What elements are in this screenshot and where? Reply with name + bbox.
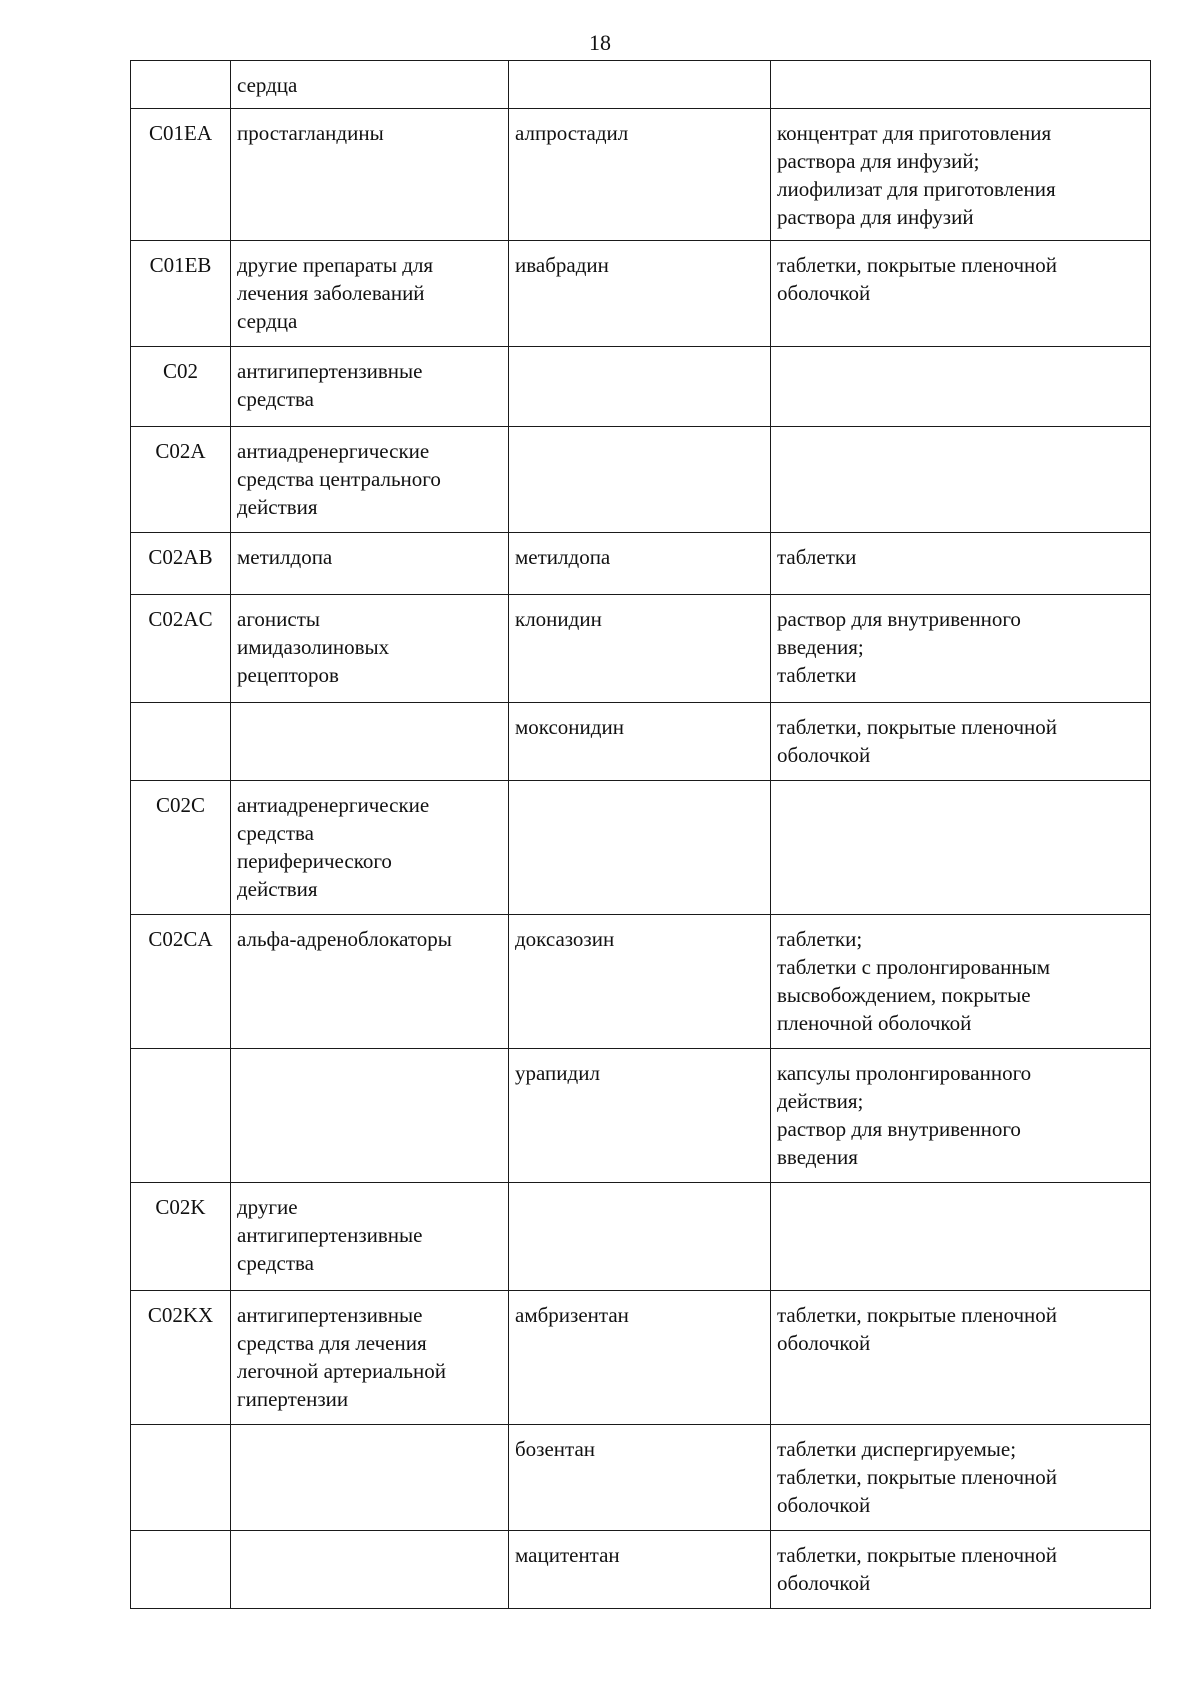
dosage-form-cell [771, 61, 1151, 109]
group-name-line: лечения заболеваний [237, 281, 425, 305]
group-name-cell [231, 1183, 509, 1291]
group-name-line: средства центрального [237, 467, 441, 491]
group-name-line: антиадренергические [237, 439, 430, 463]
table-row [131, 109, 1151, 241]
dosage-form-line: оболочкой [777, 1571, 871, 1595]
dosage-form-line: раствор для внутривенного [777, 1117, 1021, 1141]
table-row [131, 595, 1151, 703]
dosage-form-cell [771, 1425, 1151, 1531]
dosage-form-line: действия; [777, 1089, 864, 1113]
group-name-line: действия [237, 495, 318, 519]
dosage-form-cell [771, 1291, 1151, 1425]
atc-code-cell: C02AB [131, 533, 231, 595]
dosage-form-line: таблетки, покрытые пленочной [777, 253, 1058, 277]
table-row [131, 533, 1151, 595]
group-name-line: средства для лечения [237, 1331, 427, 1355]
group-name-line: антигипертензивные [237, 1223, 423, 1247]
table-row [131, 781, 1151, 915]
table-row [131, 241, 1151, 347]
group-name-cell [231, 347, 509, 427]
dosage-form-cell [771, 1049, 1151, 1183]
dosage-form-cell [771, 1531, 1151, 1609]
dosage-form-line: таблетки [777, 663, 857, 687]
dosage-form-line: раствора для инфузий [777, 205, 974, 229]
group-name-line: другие препараты для [237, 253, 434, 277]
table-row [131, 1531, 1151, 1609]
dosage-form-cell [771, 915, 1151, 1049]
drug-table [130, 60, 1151, 1609]
drug-name-cell: ивабрадин [509, 241, 771, 347]
atc-code-cell: C02K [131, 1183, 231, 1291]
atc-code-cell: C02KX [131, 1291, 231, 1425]
drug-name-cell: мацитентан [509, 1531, 771, 1609]
dosage-form-line: раствор для внутривенного [777, 607, 1021, 631]
drug-name-cell [509, 781, 771, 915]
group-name-line: легочной артериальной [237, 1359, 446, 1383]
group-name-line: антигипертензивные [237, 1303, 423, 1327]
drug-name-cell: клонидин [509, 595, 771, 703]
drug-name-cell: моксонидин [509, 703, 771, 781]
dosage-form-line: капсулы пролонгированного [777, 1061, 1032, 1085]
drug-name-cell: доксазозин [509, 915, 771, 1049]
group-name-cell [231, 915, 509, 1049]
group-name-cell [231, 533, 509, 595]
table-row [131, 915, 1151, 1049]
group-name-line: простагландины [237, 121, 384, 145]
atc-code-cell [131, 1425, 231, 1531]
table-row [131, 1425, 1151, 1531]
page-number: 18 [589, 30, 611, 55]
table-row [131, 1183, 1151, 1291]
dosage-form-cell [771, 241, 1151, 347]
drug-name-cell: алпростадил [509, 109, 771, 241]
group-name-cell [231, 61, 509, 109]
group-name-line: сердца [237, 309, 298, 333]
group-name-line: периферического [237, 849, 392, 873]
dosage-form-cell [771, 347, 1151, 427]
group-name-cell [231, 781, 509, 915]
dosage-form-line: оболочкой [777, 1493, 871, 1517]
atc-code-cell: C01EB [131, 241, 231, 347]
drug-name-cell [509, 1183, 771, 1291]
group-name-cell [231, 1425, 509, 1531]
atc-code-cell: C02 [131, 347, 231, 427]
atc-code-cell [131, 1531, 231, 1609]
dosage-form-line: таблетки, покрытые пленочной [777, 1303, 1058, 1327]
group-name-line: другие [237, 1195, 298, 1219]
group-name-line: антиадренергические [237, 793, 430, 817]
dosage-form-cell [771, 595, 1151, 703]
dosage-form-line: таблетки [777, 545, 857, 569]
drug-name-cell [509, 427, 771, 533]
dosage-form-line: лиофилизат для приготовления [777, 177, 1056, 201]
group-name-cell [231, 1291, 509, 1425]
dosage-form-line: раствора для инфузий; [777, 149, 980, 173]
dosage-form-cell [771, 1183, 1151, 1291]
atc-code-cell [131, 61, 231, 109]
group-name-line: средства [237, 1251, 315, 1275]
drug-name-cell: амбризентан [509, 1291, 771, 1425]
drug-name-cell: метилдопа [509, 533, 771, 595]
atc-code-cell: C02CA [131, 915, 231, 1049]
dosage-form-cell [771, 703, 1151, 781]
group-name-cell [231, 1049, 509, 1183]
dosage-form-line: пленочной оболочкой [777, 1011, 972, 1035]
group-name-line: средства [237, 821, 315, 845]
drug-name-cell [509, 61, 771, 109]
table-row [131, 347, 1151, 427]
dosage-form-line: таблетки, покрытые пленочной [777, 1543, 1058, 1567]
dosage-form-line: высвобождением, покрытые [777, 983, 1031, 1007]
group-name-line: агонисты [237, 607, 320, 631]
dosage-form-cell [771, 427, 1151, 533]
table-row [131, 1049, 1151, 1183]
dosage-form-line: таблетки с пролонгированным [777, 955, 1051, 979]
table-body [131, 61, 1151, 1609]
group-name-line: имидазолиновых [237, 635, 390, 659]
dosage-form-line: концентрат для приготовления [777, 121, 1052, 145]
table-row [131, 703, 1151, 781]
dosage-form-line: таблетки, покрытые пленочной [777, 1465, 1058, 1489]
group-name-line: сердца [237, 73, 298, 97]
atc-code-cell: C02A [131, 427, 231, 533]
dosage-form-line: оболочкой [777, 281, 871, 305]
dosage-form-line: введения; [777, 635, 864, 659]
group-name-line: антигипертензивные [237, 359, 423, 383]
group-name-cell [231, 109, 509, 241]
dosage-form-cell [771, 781, 1151, 915]
atc-code-cell: C01EA [131, 109, 231, 241]
group-name-line: гипертензии [237, 1387, 349, 1411]
group-name-cell [231, 595, 509, 703]
dosage-form-line: таблетки; [777, 927, 863, 951]
group-name-cell [231, 241, 509, 347]
table-row [131, 427, 1151, 533]
drug-name-cell: урапидил [509, 1049, 771, 1183]
dosage-form-line: оболочкой [777, 743, 871, 767]
drug-name-cell [509, 347, 771, 427]
atc-code-cell [131, 1049, 231, 1183]
atc-code-cell [131, 703, 231, 781]
dosage-form-line: оболочкой [777, 1331, 871, 1355]
table-row [131, 61, 1151, 109]
atc-code-cell: C02AC [131, 595, 231, 703]
group-name-line: метилдопа [237, 545, 333, 569]
dosage-form-line: таблетки, покрытые пленочной [777, 715, 1058, 739]
group-name-line: действия [237, 877, 318, 901]
group-name-cell [231, 1531, 509, 1609]
dosage-form-cell [771, 533, 1151, 595]
dosage-form-line: введения [777, 1145, 858, 1169]
group-name-cell [231, 427, 509, 533]
atc-code-cell: C02C [131, 781, 231, 915]
table-row [131, 1291, 1151, 1425]
group-name-line: средства [237, 387, 315, 411]
group-name-cell [231, 703, 509, 781]
dosage-form-line: таблетки диспергируемые; [777, 1437, 1017, 1461]
group-name-line: альфа-адреноблокаторы [237, 927, 452, 951]
group-name-line: рецепторов [237, 663, 339, 687]
dosage-form-cell [771, 109, 1151, 241]
drug-name-cell: бозентан [509, 1425, 771, 1531]
